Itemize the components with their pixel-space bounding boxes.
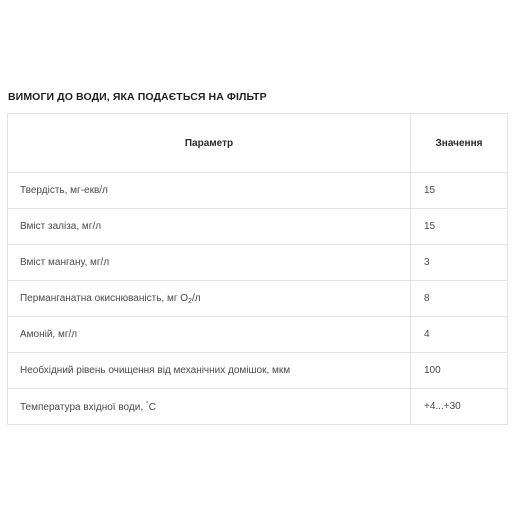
row-hardness-param: Твердість, мг-екв/л [8,173,411,209]
row-filtration-param: Необхідний рівень очищення від механічних домішок, мкм [8,353,411,389]
row-manganese-param: Вміст мангану, мг/л [8,245,411,281]
permanganate-label: Перманганатна окиснюваність, мг O [20,292,189,304]
header-parameter: Параметр [8,114,411,173]
water-requirements-table [7,113,508,425]
row-permanganate-value: 8 [411,281,508,317]
oxygen-subscript: 2 [188,297,192,305]
temperature-label: Температура вхідної води, [20,401,146,413]
row-temperature-value: +4...+30 [411,389,508,425]
table-row [8,389,508,425]
table-row [8,245,508,281]
table-row [8,317,508,353]
table-header-row [8,114,508,173]
row-ammonium-value: 4 [411,317,508,353]
row-ammonium-param: Амоній, мг/л [8,317,411,353]
degree-superscript: ° [145,400,149,408]
row-filtration-value: 100 [411,353,508,389]
table-row [8,209,508,245]
temperature-unit: C [148,401,156,413]
permanganate-unit: /л [191,292,201,304]
table-row [8,353,508,389]
table-row [8,281,508,317]
row-manganese-value: 3 [411,245,508,281]
row-hardness-value: 15 [411,173,508,209]
row-permanganate-param [8,281,411,317]
row-iron-param: Вміст заліза, мг/л [8,209,411,245]
section-title: ВИМОГИ ДО ВОДИ, ЯКА ПОДАЄТЬСЯ НА ФІЛЬТР [8,91,267,103]
row-temperature-param [8,389,411,425]
header-value: Значення [411,114,508,173]
table-row [8,173,508,209]
row-iron-value: 15 [411,209,508,245]
